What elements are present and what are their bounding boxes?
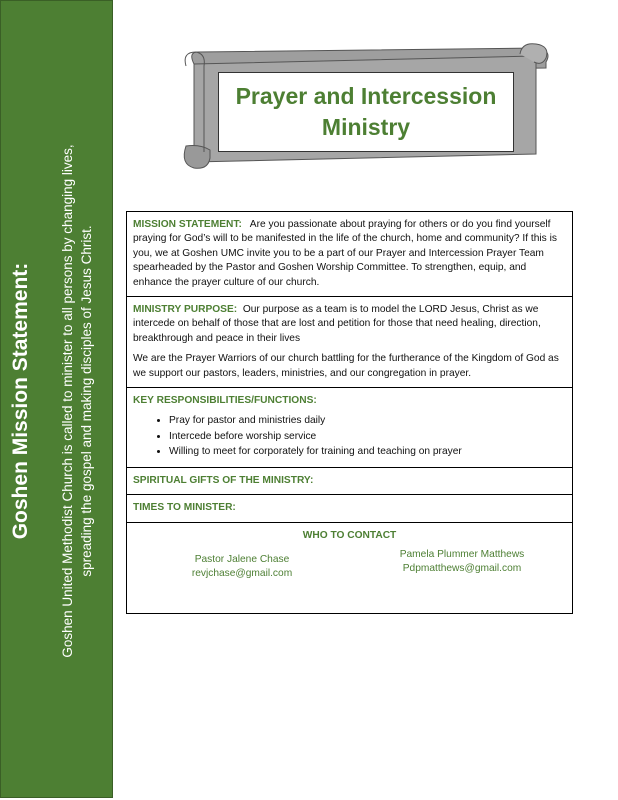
sidebar-statement-line2: spreading the gospel and making disciples of Jesus Christ. (79, 225, 94, 577)
sidebar-title: Goshen Mission Statement: (9, 262, 32, 540)
purpose-text: Our purpose as a team is to model the LORD Jesus, Christ as we intercede on behalf of those that are lost and petition for those that need healing, direction, breakthrough and peace in their lives (133, 304, 541, 344)
purpose-label: MINISTRY PURPOSE: (133, 304, 238, 316)
title-box (218, 72, 514, 152)
mission-sidebar (0, 0, 113, 798)
list-item: • Intercede before worship service (169, 430, 566, 444)
responsibilities-label: KEY RESPONSIBILITIES/FUNCTIONS: (133, 395, 317, 407)
mission-label: MISSION STATEMENT: (133, 219, 242, 230)
list-item: • Pray for pastor and ministries daily (169, 414, 566, 428)
ministry-info-table (126, 211, 573, 614)
contact-email-1[interactable]: revjchase@gmail.com (191, 567, 293, 579)
contact-name-1: Pastor Jalene Chase (194, 553, 290, 565)
times-row (127, 495, 572, 522)
gifts-label: SPIRITUAL GIFTS OF THE MINISTRY: (133, 474, 314, 486)
contact-name-2: Pamela Plummer Matthews (399, 548, 525, 560)
sidebar-rotated-content (2, 11, 112, 791)
contact-row (127, 523, 572, 613)
mission-text: Are you passionate about praying for others or do you find yourself praying for God’s will to be manifested in the life of the church, home and community? If this is you, we at Goshen UMC invite you to be a part of our Prayer and Intercession Prayer Team spearheaded by the Pastor and Goshen Worship Committee. To strengthen, equip, and enhance the prayer culture of our church. (133, 219, 557, 288)
purpose-paragraph (133, 303, 566, 346)
contact-person-2 (377, 548, 547, 576)
responsibilities-list (133, 414, 566, 459)
purpose-paragraph-2: We are the Prayer Warriors of our church battling for the furtherance of the Kingdom of God as we support our pastors, leaders, ministries, and our congregation in prayer. (133, 353, 559, 379)
times-label: TIMES TO MINISTER: (133, 502, 236, 514)
mission-row (127, 212, 572, 297)
page-title (219, 81, 513, 143)
sidebar-statement (58, 11, 96, 791)
mission-paragraph (133, 218, 566, 290)
list-item: • Willing to meet for corporately for training and teaching on prayer (169, 445, 566, 459)
gifts-row (127, 468, 572, 495)
contact-heading: WHO TO CONTACT (302, 529, 397, 541)
page-title-line2: Ministry (321, 114, 411, 140)
purpose-row (127, 297, 572, 388)
contact-email-2[interactable]: Pdpmatthews@gmail.com (402, 562, 522, 574)
page-title-line1: Prayer and Intercession (235, 83, 497, 109)
sidebar-statement-line1: Goshen United Methodist Church is called to minister to all persons by changing lives, (60, 144, 75, 658)
responsibilities-row (127, 388, 572, 468)
contact-person-1 (167, 553, 317, 581)
